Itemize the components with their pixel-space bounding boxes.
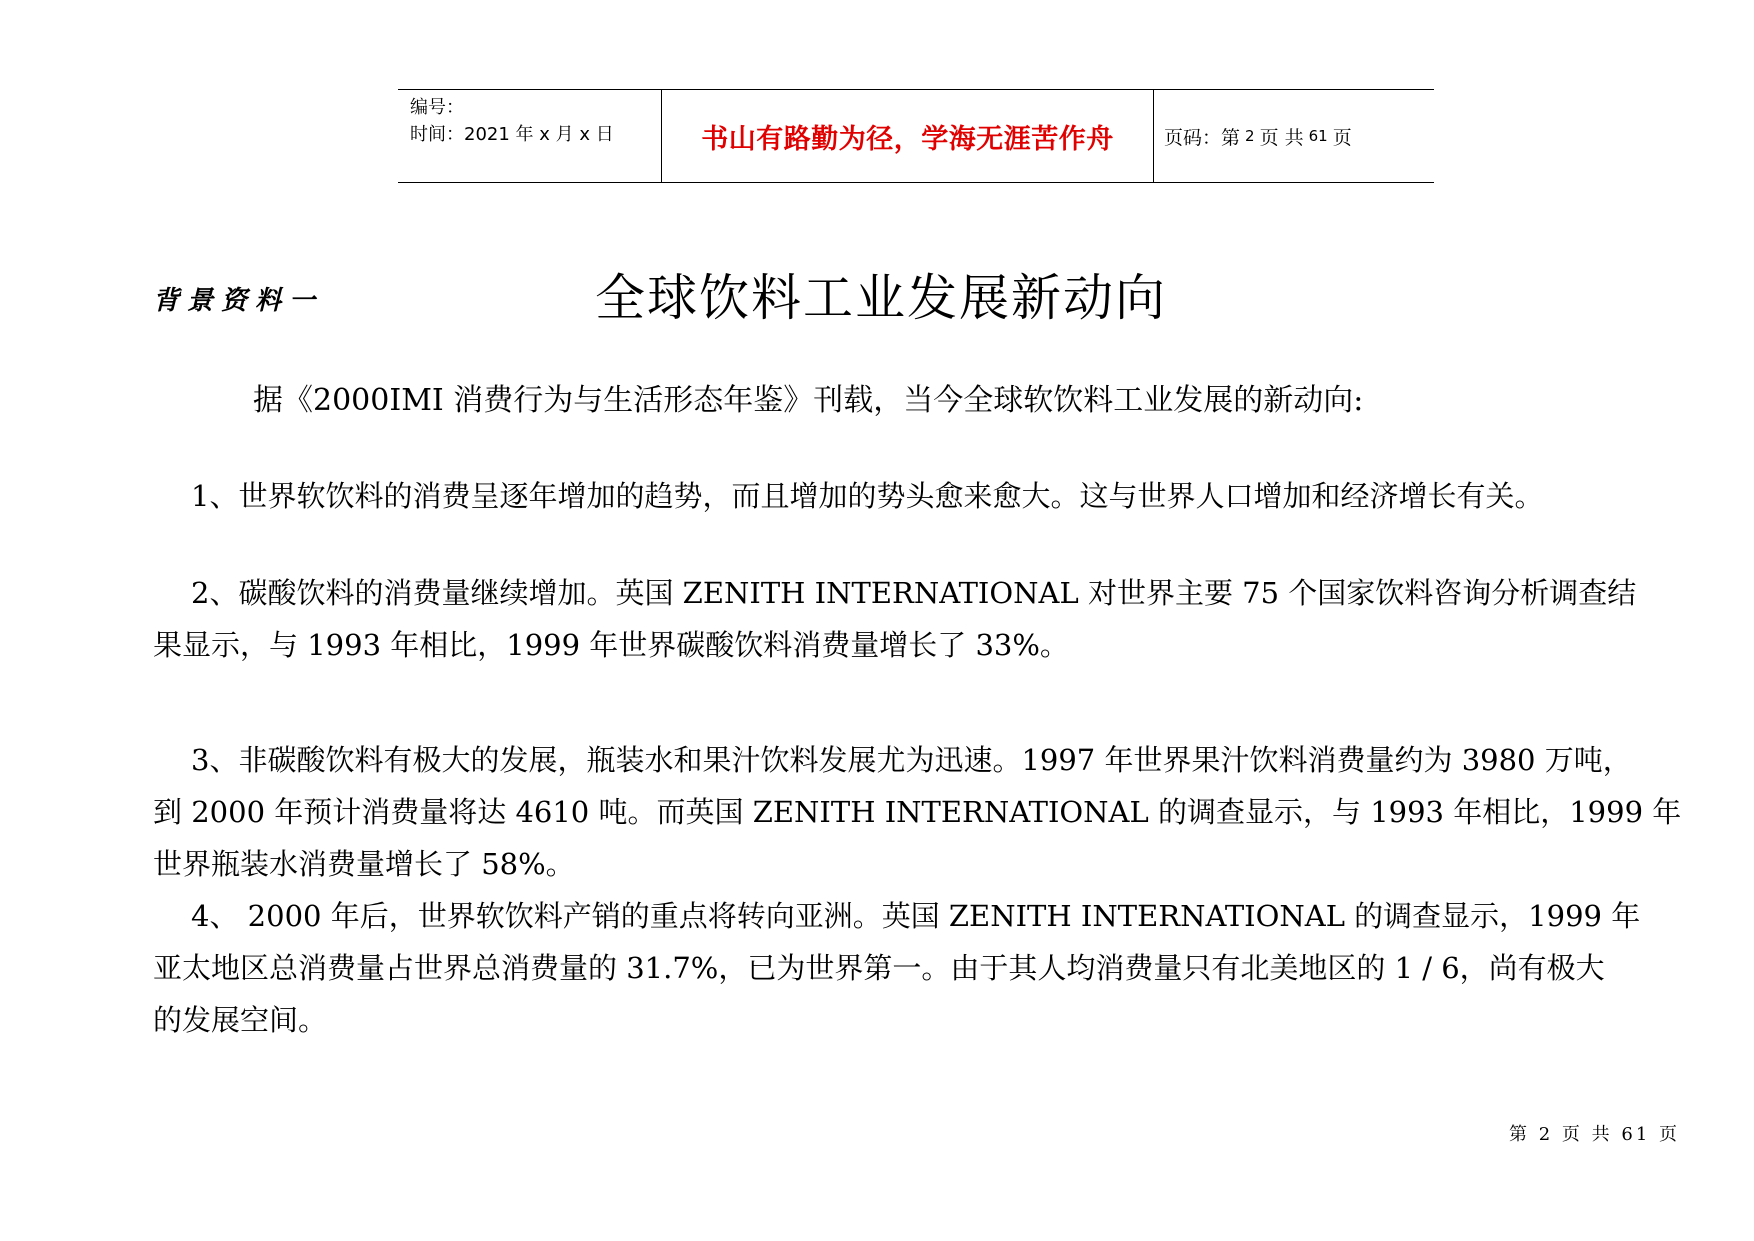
paragraph-line: 世界瓶装水消费量增长了 58%。 — [153, 847, 575, 881]
list-item-1 — [153, 470, 1693, 522]
paragraph-line: 2、碳酸饮料的消费量继续增加。英国 ZENITH INTERNATIONAL 对世界主要 75 个国家饮料咨询分析调查结 — [191, 576, 1637, 610]
page-mid: 页 共 — [1259, 126, 1304, 149]
motto-text: 书山有路勤为径，学海无涯苦作舟 — [701, 123, 1114, 155]
page-suffix: 页 — [1332, 126, 1352, 149]
list-item-4 — [153, 890, 1693, 1046]
paragraph-line: 4、 2000 年后，世界软饮料产销的重点将转向亚洲。英国 ZENITH INTERNATIONAL 的调查显示，1999 年 — [191, 899, 1641, 933]
page-current: 2 — [1245, 127, 1255, 145]
intro-paragraph: 据《2000IMI 消费行为与生活形态年鉴》刊载，当今全球软饮料工业发展的新动向: — [253, 383, 1364, 418]
paragraph-line: 3、非碳酸饮料有极大的发展，瓶装水和果汁饮料发展尤为迅速。1997 年世界果汁饮料消费量约为 3980 万吨， — [191, 743, 1632, 777]
page-title: 全球饮料工业发展新动向 — [595, 269, 1167, 327]
header-motto-cell — [662, 90, 1154, 182]
header-meta-cell — [398, 90, 662, 182]
paragraph-line: 果显示，与 1993 年相比，1999 年世界碳酸饮料消费量增长了 33%。 — [153, 628, 1069, 662]
list-item-2 — [153, 567, 1693, 671]
list-item-3 — [153, 734, 1693, 890]
background-material-label: 背景资料一 — [153, 286, 324, 316]
paragraph-line: 亚太地区总消费量占世界总消费量的 31.7%，已为世界第一。由于其人均消费量只有北美地区的 1 / 6，尚有极大 — [153, 951, 1605, 985]
paragraph-line: 的发展空间。 — [153, 1003, 328, 1037]
page-footer: 第 2 页 共 61 页 — [1509, 1124, 1680, 1145]
time-label: 时间：2021 年 x 月 x 日 — [410, 124, 614, 145]
header-page-cell — [1154, 90, 1434, 182]
page-total: 61 — [1308, 127, 1328, 145]
header-table — [398, 89, 1434, 183]
page-prefix: 页码：第 — [1164, 126, 1241, 149]
number-label: 编号： — [410, 97, 464, 118]
paragraph-line: 1、世界软饮料的消费呈逐年增加的趋势，而且增加的势头愈来愈大。这与世界人口增加和经济增长有关。 — [191, 479, 1544, 513]
paragraph-line: 到 2000 年预计消费量将达 4610 吨。而英国 ZENITH INTERNATIONAL 的调查显示，与 1993 年相比，1999 年 — [153, 795, 1682, 829]
